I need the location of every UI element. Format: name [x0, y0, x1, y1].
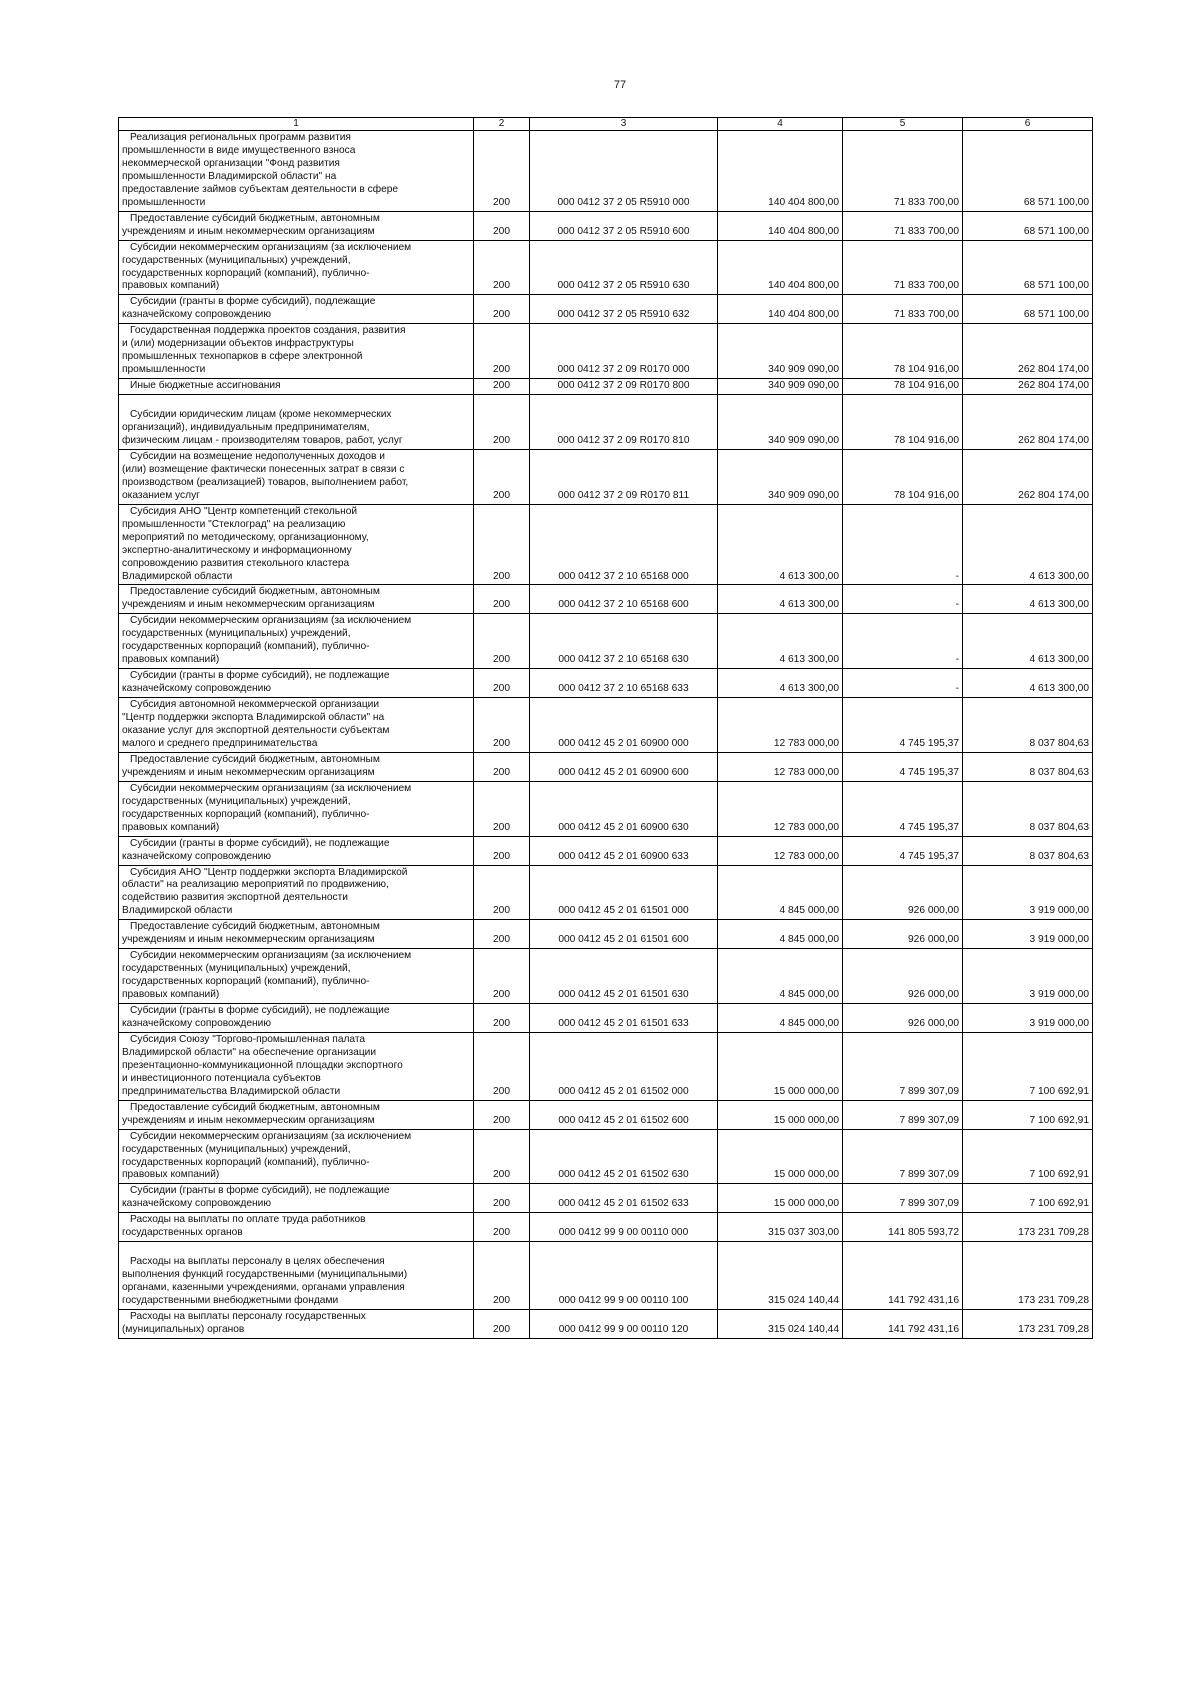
expense-item-line: Предоставление субсидий бюджетным, автономным	[130, 1101, 380, 1113]
unexecuted-amount: 4 613 300,00	[963, 614, 1093, 669]
executed-amount: 4 745 195,37	[843, 836, 963, 865]
expense-item-line: (или) возмещение фактически понесенных затрат в связи с	[122, 463, 405, 475]
budget-classification-code: 000 0412 37 2 05 R5910 000	[530, 131, 718, 212]
approved-amount: 140 404 800,00	[718, 240, 843, 295]
unexecuted-amount: 173 231 709,28	[963, 1242, 1093, 1310]
expense-item-name	[119, 1310, 474, 1339]
expense-item-line: казначейскому сопровождению	[122, 309, 271, 321]
line-code: 200	[474, 1184, 530, 1213]
budget-classification-code: 000 0412 45 2 01 60900 633	[530, 836, 718, 865]
expense-item-name	[119, 865, 474, 920]
expense-item-line: Расходы на выплаты персоналу государственных	[130, 1311, 366, 1323]
column-header: 6	[963, 118, 1093, 131]
expense-item-name	[119, 1032, 474, 1100]
table-row	[119, 669, 1093, 698]
expense-item-line: Реализация региональных программ развития	[130, 132, 351, 143]
line-code: 200	[474, 211, 530, 240]
line-code: 200	[474, 698, 530, 753]
expense-item-line: Субсидия автономной некоммерческой организации	[130, 699, 380, 711]
budget-classification-code: 000 0412 37 2 09 R0170 000	[530, 324, 718, 379]
expense-item-name	[119, 240, 474, 295]
unexecuted-amount: 68 571 100,00	[963, 211, 1093, 240]
column-header: 5	[843, 118, 963, 131]
budget-classification-code: 000 0412 45 2 01 61501 633	[530, 1004, 718, 1033]
expense-item-line: Субсидии на возмещение недополученных доходов и	[130, 450, 385, 462]
expense-item-line: Субсидия Союзу "Торгово-промышленная палата	[130, 1033, 366, 1045]
line-code: 200	[474, 1100, 530, 1129]
expense-item-name	[119, 324, 474, 379]
expense-item-line: Владимирской области	[122, 905, 233, 917]
table-row	[119, 211, 1093, 240]
expense-item-line: правовых компаний)	[122, 280, 220, 292]
expense-item-line: Иные бюджетные ассигнования	[130, 380, 281, 392]
approved-amount: 340 909 090,00	[718, 449, 843, 504]
line-code: 200	[474, 752, 530, 781]
line-code: 200	[474, 1310, 530, 1339]
table-row	[119, 449, 1093, 504]
expense-item-line: учреждениям и иным некоммерческим организациям	[122, 599, 375, 611]
expense-item-line: государственных корпораций (компаний), публично-	[122, 1156, 370, 1168]
expense-item-line: Субсидии юридическим лицам (кроме некоммерческих	[130, 409, 392, 421]
budget-classification-code: 000 0412 45 2 01 61501 630	[530, 949, 718, 1004]
expense-item-line: сопровождению развития стекольного кластера	[122, 557, 350, 569]
line-code: 200	[474, 1032, 530, 1100]
unexecuted-amount: 8 037 804,63	[963, 698, 1093, 753]
column-header: 4	[718, 118, 843, 131]
expense-item-line: Расходы на выплаты персоналу в целях обеспечения	[130, 1256, 385, 1268]
expense-item-line: Расходы на выплаты по оплате труда работников	[130, 1214, 366, 1226]
expense-item-line: производством (реализацией) товаров, выполнением работ,	[122, 476, 409, 488]
expense-item-line: Владимирской области	[122, 570, 233, 582]
expense-item-line: оказанием услуг	[122, 489, 200, 501]
expense-item-line: государственных органов	[122, 1227, 243, 1239]
line-code: 200	[474, 614, 530, 669]
line-code: 200	[474, 920, 530, 949]
approved-amount: 340 909 090,00	[718, 324, 843, 379]
line-code: 200	[474, 669, 530, 698]
executed-amount: 71 833 700,00	[843, 131, 963, 212]
expense-item-line: Субсидии некоммерческим организациям (за исключением	[130, 615, 412, 627]
expense-item-line: Субсидия АНО "Центр поддержки экспорта Владимирской	[130, 866, 408, 878]
expense-item-name	[119, 1213, 474, 1242]
expense-item-name	[119, 614, 474, 669]
expense-item-line: Государственная поддержка проектов создания, развития	[130, 325, 406, 337]
executed-amount: -	[843, 585, 963, 614]
expense-item-name	[119, 585, 474, 614]
expense-item-line: промышленности	[122, 196, 206, 208]
executed-amount: 71 833 700,00	[843, 240, 963, 295]
expense-item-line: казначейскому сопровождению	[122, 1198, 271, 1210]
expense-item-line: и инвестиционного потенциала субъектов	[122, 1072, 321, 1084]
approved-amount: 315 037 303,00	[718, 1213, 843, 1242]
budget-classification-code: 000 0412 37 2 10 65168 630	[530, 614, 718, 669]
expense-item-name	[119, 1242, 474, 1310]
page-number: 77	[613, 79, 627, 91]
table-row	[119, 920, 1093, 949]
unexecuted-amount: 3 919 000,00	[963, 949, 1093, 1004]
unexecuted-amount: 7 100 692,91	[963, 1184, 1093, 1213]
expense-item-line: правовых компаний)	[122, 654, 220, 666]
budget-classification-code: 000 0412 37 2 09 R0170 810	[530, 395, 718, 450]
expense-item-line: учреждениям и иным некоммерческим организациям	[122, 1114, 375, 1126]
expense-item-line: Предоставление субсидий бюджетным, автономным	[130, 921, 380, 933]
expense-item-line: физическим лицам - производителям товаров, работ, услуг	[122, 434, 403, 446]
budget-classification-code: 000 0412 45 2 01 61501 600	[530, 920, 718, 949]
expense-item-line: промышленных технопарков в сфере электронной	[122, 351, 363, 363]
table-row	[119, 395, 1093, 450]
budget-classification-code: 000 0412 45 2 01 60900 600	[530, 752, 718, 781]
line-code: 200	[474, 1213, 530, 1242]
expense-item-name	[119, 781, 474, 836]
line-code: 200	[474, 379, 530, 395]
approved-amount: 15 000 000,00	[718, 1032, 843, 1100]
executed-amount: 4 745 195,37	[843, 752, 963, 781]
approved-amount: 4 845 000,00	[718, 1004, 843, 1033]
line-code: 200	[474, 949, 530, 1004]
budget-classification-code: 000 0412 99 9 00 00110 000	[530, 1213, 718, 1242]
expense-item-line: правовых компаний)	[122, 989, 220, 1001]
expense-item-name	[119, 295, 474, 324]
expense-item-line: правовых компаний)	[122, 821, 220, 833]
approved-amount: 4 613 300,00	[718, 504, 843, 585]
expense-item-name	[119, 1004, 474, 1033]
column-header: 3	[530, 118, 718, 131]
budget-classification-code: 000 0412 37 2 10 65168 600	[530, 585, 718, 614]
expense-item-line: Субсидии некоммерческим организациям (за исключением	[130, 241, 412, 253]
unexecuted-amount: 3 919 000,00	[963, 865, 1093, 920]
unexecuted-amount: 4 613 300,00	[963, 585, 1093, 614]
expense-item-line: государственных корпораций (компаний), публично-	[122, 808, 370, 820]
line-code: 200	[474, 836, 530, 865]
line-code: 200	[474, 240, 530, 295]
table-row	[119, 836, 1093, 865]
executed-amount: 141 792 431,16	[843, 1242, 963, 1310]
approved-amount: 15 000 000,00	[718, 1184, 843, 1213]
executed-amount: 141 792 431,16	[843, 1310, 963, 1339]
unexecuted-amount: 8 037 804,63	[963, 836, 1093, 865]
expense-item-line: Субсидии (гранты в форме субсидий), не подлежащие	[130, 837, 390, 849]
expense-item-name	[119, 949, 474, 1004]
approved-amount: 4 845 000,00	[718, 865, 843, 920]
expense-item-line: Субсидии (гранты в форме субсидий), не подлежащие	[130, 670, 390, 682]
executed-amount: 926 000,00	[843, 865, 963, 920]
expense-item-line: Субсидии некоммерческим организациям (за исключением	[130, 1130, 412, 1142]
line-code: 200	[474, 1242, 530, 1310]
expense-item-line: выполнения функций государственными (муниципальными)	[122, 1269, 408, 1281]
expense-item-name	[119, 920, 474, 949]
expense-item-name	[119, 1129, 474, 1184]
expense-item-line: государственных корпораций (компаний), публично-	[122, 267, 370, 279]
expense-item-name	[119, 395, 474, 450]
table-row	[119, 504, 1093, 585]
approved-amount: 140 404 800,00	[718, 295, 843, 324]
unexecuted-amount: 7 100 692,91	[963, 1100, 1093, 1129]
line-code: 200	[474, 781, 530, 836]
expense-item-line: оказание услуг для экспортной деятельности субъектам	[122, 724, 390, 736]
budget-classification-code: 000 0412 45 2 01 61502 000	[530, 1032, 718, 1100]
expense-item-line: государственных корпораций (компаний), публично-	[122, 641, 370, 653]
table-row	[119, 698, 1093, 753]
budget-classification-code: 000 0412 99 9 00 00110 100	[530, 1242, 718, 1310]
line-code: 200	[474, 449, 530, 504]
table-row	[119, 1004, 1093, 1033]
budget-classification-code: 000 0412 37 2 05 R5910 630	[530, 240, 718, 295]
approved-amount: 4 613 300,00	[718, 669, 843, 698]
executed-amount: -	[843, 669, 963, 698]
executed-amount: 926 000,00	[843, 949, 963, 1004]
unexecuted-amount: 3 919 000,00	[963, 920, 1093, 949]
budget-classification-code: 000 0412 45 2 01 61502 633	[530, 1184, 718, 1213]
unexecuted-amount: 7 100 692,91	[963, 1032, 1093, 1100]
unexecuted-amount: 68 571 100,00	[963, 131, 1093, 212]
expense-item-line: государственных (муниципальных) учреждений,	[122, 1143, 351, 1155]
expense-item-line: государственных (муниципальных) учреждений,	[122, 963, 351, 975]
line-code: 200	[474, 395, 530, 450]
budget-table	[118, 117, 1093, 1339]
budget-classification-code: 000 0412 45 2 01 60900 000	[530, 698, 718, 753]
table-row	[119, 1184, 1093, 1213]
approved-amount: 140 404 800,00	[718, 211, 843, 240]
unexecuted-amount: 7 100 692,91	[963, 1129, 1093, 1184]
expense-item-line: предпринимательства Владимирской области	[122, 1085, 341, 1097]
approved-amount: 4 613 300,00	[718, 614, 843, 669]
expense-item-line: экспертно-аналитическому и информационному	[122, 544, 352, 556]
unexecuted-amount: 8 037 804,63	[963, 752, 1093, 781]
approved-amount: 12 783 000,00	[718, 698, 843, 753]
table-row	[119, 1100, 1093, 1129]
approved-amount: 15 000 000,00	[718, 1100, 843, 1129]
executed-amount: 71 833 700,00	[843, 211, 963, 240]
executed-amount: 7 899 307,09	[843, 1100, 963, 1129]
expense-item-name	[119, 836, 474, 865]
column-header: 2	[474, 118, 530, 131]
line-code: 200	[474, 1129, 530, 1184]
expense-item-line: промышленности Владимирской области" на	[122, 170, 337, 182]
expense-item-line: Предоставление субсидий бюджетным, автономным	[130, 753, 380, 765]
executed-amount: 78 104 916,00	[843, 395, 963, 450]
expense-item-line	[122, 396, 470, 409]
expense-item-name	[119, 1100, 474, 1129]
expense-item-line: Предоставление субсидий бюджетным, автономным	[130, 586, 380, 598]
expense-item-name	[119, 698, 474, 753]
expense-item-line: учреждениям и иным некоммерческим организациям	[122, 934, 375, 946]
expense-item-name	[119, 752, 474, 781]
executed-amount: 7 899 307,09	[843, 1032, 963, 1100]
table-row	[119, 949, 1093, 1004]
budget-classification-code: 000 0412 37 2 05 R5910 600	[530, 211, 718, 240]
approved-amount: 4 613 300,00	[718, 585, 843, 614]
unexecuted-amount: 4 613 300,00	[963, 504, 1093, 585]
budget-classification-code: 000 0412 45 2 01 60900 630	[530, 781, 718, 836]
executed-amount: 7 899 307,09	[843, 1129, 963, 1184]
approved-amount: 12 783 000,00	[718, 752, 843, 781]
expense-item-name	[119, 504, 474, 585]
expense-item-line: некоммерческой организации "Фонд развития	[122, 157, 340, 169]
table-row	[119, 1032, 1093, 1100]
table-row	[119, 379, 1093, 395]
expense-item-line: учреждениям и иным некоммерческим организациям	[122, 225, 375, 237]
expense-item-line: Субсидии (гранты в форме субсидий), не подлежащие	[130, 1005, 390, 1017]
expense-item-line: Субсидии некоммерческим организациям (за исключением	[130, 782, 412, 794]
expense-item-line: и (или) модернизации объектов инфраструктуры	[122, 338, 354, 350]
expense-item-line: промышленности	[122, 364, 206, 376]
expense-item-line: (муниципальных) органов	[122, 1323, 245, 1335]
expense-item-name	[119, 669, 474, 698]
unexecuted-amount: 262 804 174,00	[963, 324, 1093, 379]
expense-item-line: промышленности "Стеклоград" на реализацию	[122, 518, 346, 530]
approved-amount: 15 000 000,00	[718, 1129, 843, 1184]
expense-item-line: содействию развития экспортной деятельности	[122, 892, 348, 904]
unexecuted-amount: 262 804 174,00	[963, 395, 1093, 450]
expense-item-line: Владимирской области" на обеспечение организации	[122, 1046, 377, 1058]
executed-amount: -	[843, 504, 963, 585]
expense-item-line: Субсидия АНО "Центр компетенций стекольной	[130, 505, 358, 517]
approved-amount: 12 783 000,00	[718, 781, 843, 836]
budget-classification-code: 000 0412 99 9 00 00110 120	[530, 1310, 718, 1339]
expense-item-line: государственных (муниципальных) учреждений,	[122, 795, 351, 807]
table-row	[119, 1213, 1093, 1242]
expense-item-name	[119, 1184, 474, 1213]
budget-classification-code: 000 0412 37 2 09 R0170 800	[530, 379, 718, 395]
expense-item-line	[122, 1243, 470, 1256]
executed-amount: -	[843, 614, 963, 669]
unexecuted-amount: 173 231 709,28	[963, 1310, 1093, 1339]
table-row	[119, 1129, 1093, 1184]
expense-item-line: государственных (муниципальных) учреждений,	[122, 628, 351, 640]
budget-classification-code: 000 0412 37 2 09 R0170 811	[530, 449, 718, 504]
executed-amount: 78 104 916,00	[843, 449, 963, 504]
expense-item-line: Субсидии (гранты в форме субсидий), не подлежащие	[130, 1185, 390, 1197]
budget-classification-code: 000 0412 45 2 01 61502 630	[530, 1129, 718, 1184]
budget-classification-code: 000 0412 45 2 01 61501 000	[530, 865, 718, 920]
executed-amount: 78 104 916,00	[843, 379, 963, 395]
table-row	[119, 865, 1093, 920]
approved-amount: 4 845 000,00	[718, 949, 843, 1004]
budget-classification-code: 000 0412 37 2 10 65168 000	[530, 504, 718, 585]
expense-item-line: казначейскому сопровождению	[122, 1018, 271, 1029]
budget-classification-code: 000 0412 45 2 01 61502 600	[530, 1100, 718, 1129]
line-code: 200	[474, 504, 530, 585]
table-row	[119, 752, 1093, 781]
table-row	[119, 324, 1093, 379]
expense-item-line: предоставление займов субъектам деятельности в сфере	[122, 183, 399, 195]
expense-item-line: учреждениям и иным некоммерческим организациям	[122, 766, 375, 778]
unexecuted-amount: 262 804 174,00	[963, 379, 1093, 395]
expense-item-name	[119, 211, 474, 240]
expense-item-line: государственными внебюджетными фондами	[122, 1295, 339, 1307]
expense-item-line: презентационно-коммуникационной площадки экспортного	[122, 1059, 403, 1071]
expense-item-line: мероприятий по методическому, организационному,	[122, 531, 369, 543]
expense-item-line: Предоставление субсидий бюджетным, автономным	[130, 212, 380, 224]
unexecuted-amount: 68 571 100,00	[963, 240, 1093, 295]
unexecuted-amount: 4 613 300,00	[963, 669, 1093, 698]
executed-amount: 141 805 593,72	[843, 1213, 963, 1242]
table-row	[119, 614, 1093, 669]
unexecuted-amount: 173 231 709,28	[963, 1213, 1093, 1242]
line-code: 200	[474, 295, 530, 324]
line-code: 200	[474, 585, 530, 614]
line-code: 200	[474, 865, 530, 920]
table-row	[119, 585, 1093, 614]
expense-item-line: казначейскому сопровождению	[122, 683, 271, 695]
expense-item-line: малого и среднего предпринимательства	[122, 737, 318, 749]
table-row	[119, 781, 1093, 836]
line-code: 200	[474, 131, 530, 212]
approved-amount: 4 845 000,00	[718, 920, 843, 949]
table-row	[119, 1310, 1093, 1339]
budget-classification-code: 000 0412 37 2 05 R5910 632	[530, 295, 718, 324]
expense-item-line: государственных корпораций (компаний), публично-	[122, 976, 370, 988]
approved-amount: 140 404 800,00	[718, 131, 843, 212]
approved-amount: 315 024 140,44	[718, 1310, 843, 1339]
table-row	[119, 240, 1093, 295]
executed-amount: 926 000,00	[843, 1004, 963, 1033]
unexecuted-amount: 8 037 804,63	[963, 781, 1093, 836]
executed-amount: 926 000,00	[843, 920, 963, 949]
approved-amount: 12 783 000,00	[718, 836, 843, 865]
expense-item-line: правовых компаний)	[122, 1169, 220, 1181]
table-row	[119, 1242, 1093, 1310]
approved-amount: 315 024 140,44	[718, 1242, 843, 1310]
table-body	[119, 131, 1093, 1339]
expense-item-line: государственных (муниципальных) учреждений,	[122, 254, 351, 266]
executed-amount: 4 745 195,37	[843, 698, 963, 753]
expense-item-name	[119, 131, 474, 212]
unexecuted-amount: 262 804 174,00	[963, 449, 1093, 504]
line-code: 200	[474, 324, 530, 379]
expense-item-line: казначейскому сопровождению	[122, 850, 271, 862]
executed-amount: 71 833 700,00	[843, 295, 963, 324]
line-code: 200	[474, 1004, 530, 1033]
executed-amount: 78 104 916,00	[843, 324, 963, 379]
executed-amount: 7 899 307,09	[843, 1184, 963, 1213]
unexecuted-amount: 3 919 000,00	[963, 1004, 1093, 1033]
header-row	[119, 118, 1093, 131]
expense-item-line: промышленности в виде имущественного взноса	[122, 144, 356, 156]
expense-item-line: органами, казенными учреждениями, органами управления	[122, 1282, 405, 1294]
approved-amount: 340 909 090,00	[718, 379, 843, 395]
expense-item-line: "Центр поддержки экспорта Владимирской области" на	[122, 712, 385, 724]
expense-item-line: области" на реализацию мероприятий по продвижению,	[122, 879, 389, 891]
expense-item-line: Субсидии (гранты в форме субсидий), подлежащие	[130, 296, 376, 308]
unexecuted-amount: 68 571 100,00	[963, 295, 1093, 324]
expense-item-line: организаций), индивидуальным предпринимателям,	[122, 422, 370, 434]
column-header: 1	[119, 118, 474, 131]
approved-amount: 340 909 090,00	[718, 395, 843, 450]
budget-classification-code: 000 0412 37 2 10 65168 633	[530, 669, 718, 698]
table-row	[119, 295, 1093, 324]
expense-item-name	[119, 449, 474, 504]
table-row	[119, 131, 1093, 212]
expense-item-line: Субсидии некоммерческим организациям (за исключением	[130, 950, 412, 962]
executed-amount: 4 745 195,37	[843, 781, 963, 836]
expense-item-name	[119, 379, 474, 395]
